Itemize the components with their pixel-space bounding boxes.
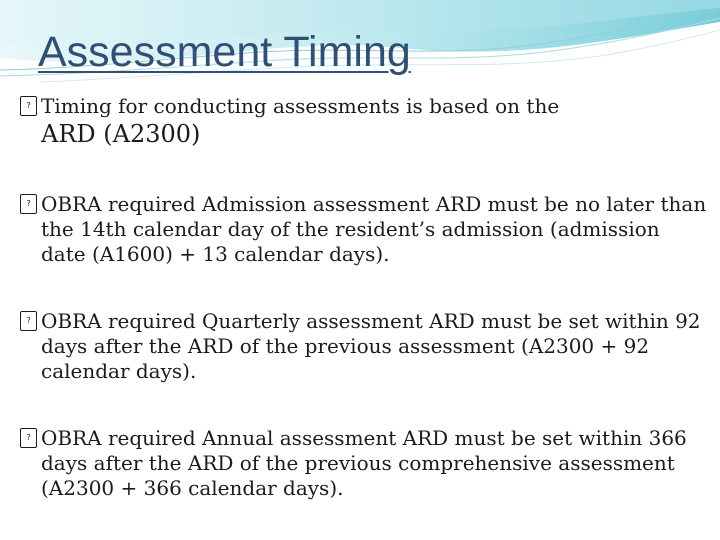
bullet-text: Timing for conducting assessments is based on the: [41, 94, 560, 118]
slide-title: Assessment Timing: [38, 28, 411, 76]
bullet-list: [20, 94, 710, 501]
missing-glyph-icon: ?: [20, 428, 37, 448]
bullet-text: OBRA required Admission assessment ARD must be no later than the 14th calendar day of the resident’s admission (admission date (A1600) + 13 calendar days).: [41, 192, 707, 266]
bullet-item: [20, 426, 710, 501]
bullet-subtext: ARD (A2300): [41, 120, 201, 148]
missing-glyph-icon: ?: [20, 194, 37, 214]
bullet-text: OBRA required Quarterly assessment ARD must be set within 92 days after the ARD of the previous assessment (A2300 + 92 calendar days).: [41, 309, 701, 383]
missing-glyph-icon: ?: [20, 311, 37, 331]
bullet-item: [20, 309, 710, 384]
bullet-item: [20, 94, 710, 149]
bullet-text: OBRA required Annual assessment ARD must be set within 366 days after the ARD of the previous comprehensive assessment (A2300 + 366 calendar days).: [41, 426, 687, 500]
missing-glyph-icon: ?: [20, 96, 37, 116]
bullet-item: [20, 192, 710, 267]
